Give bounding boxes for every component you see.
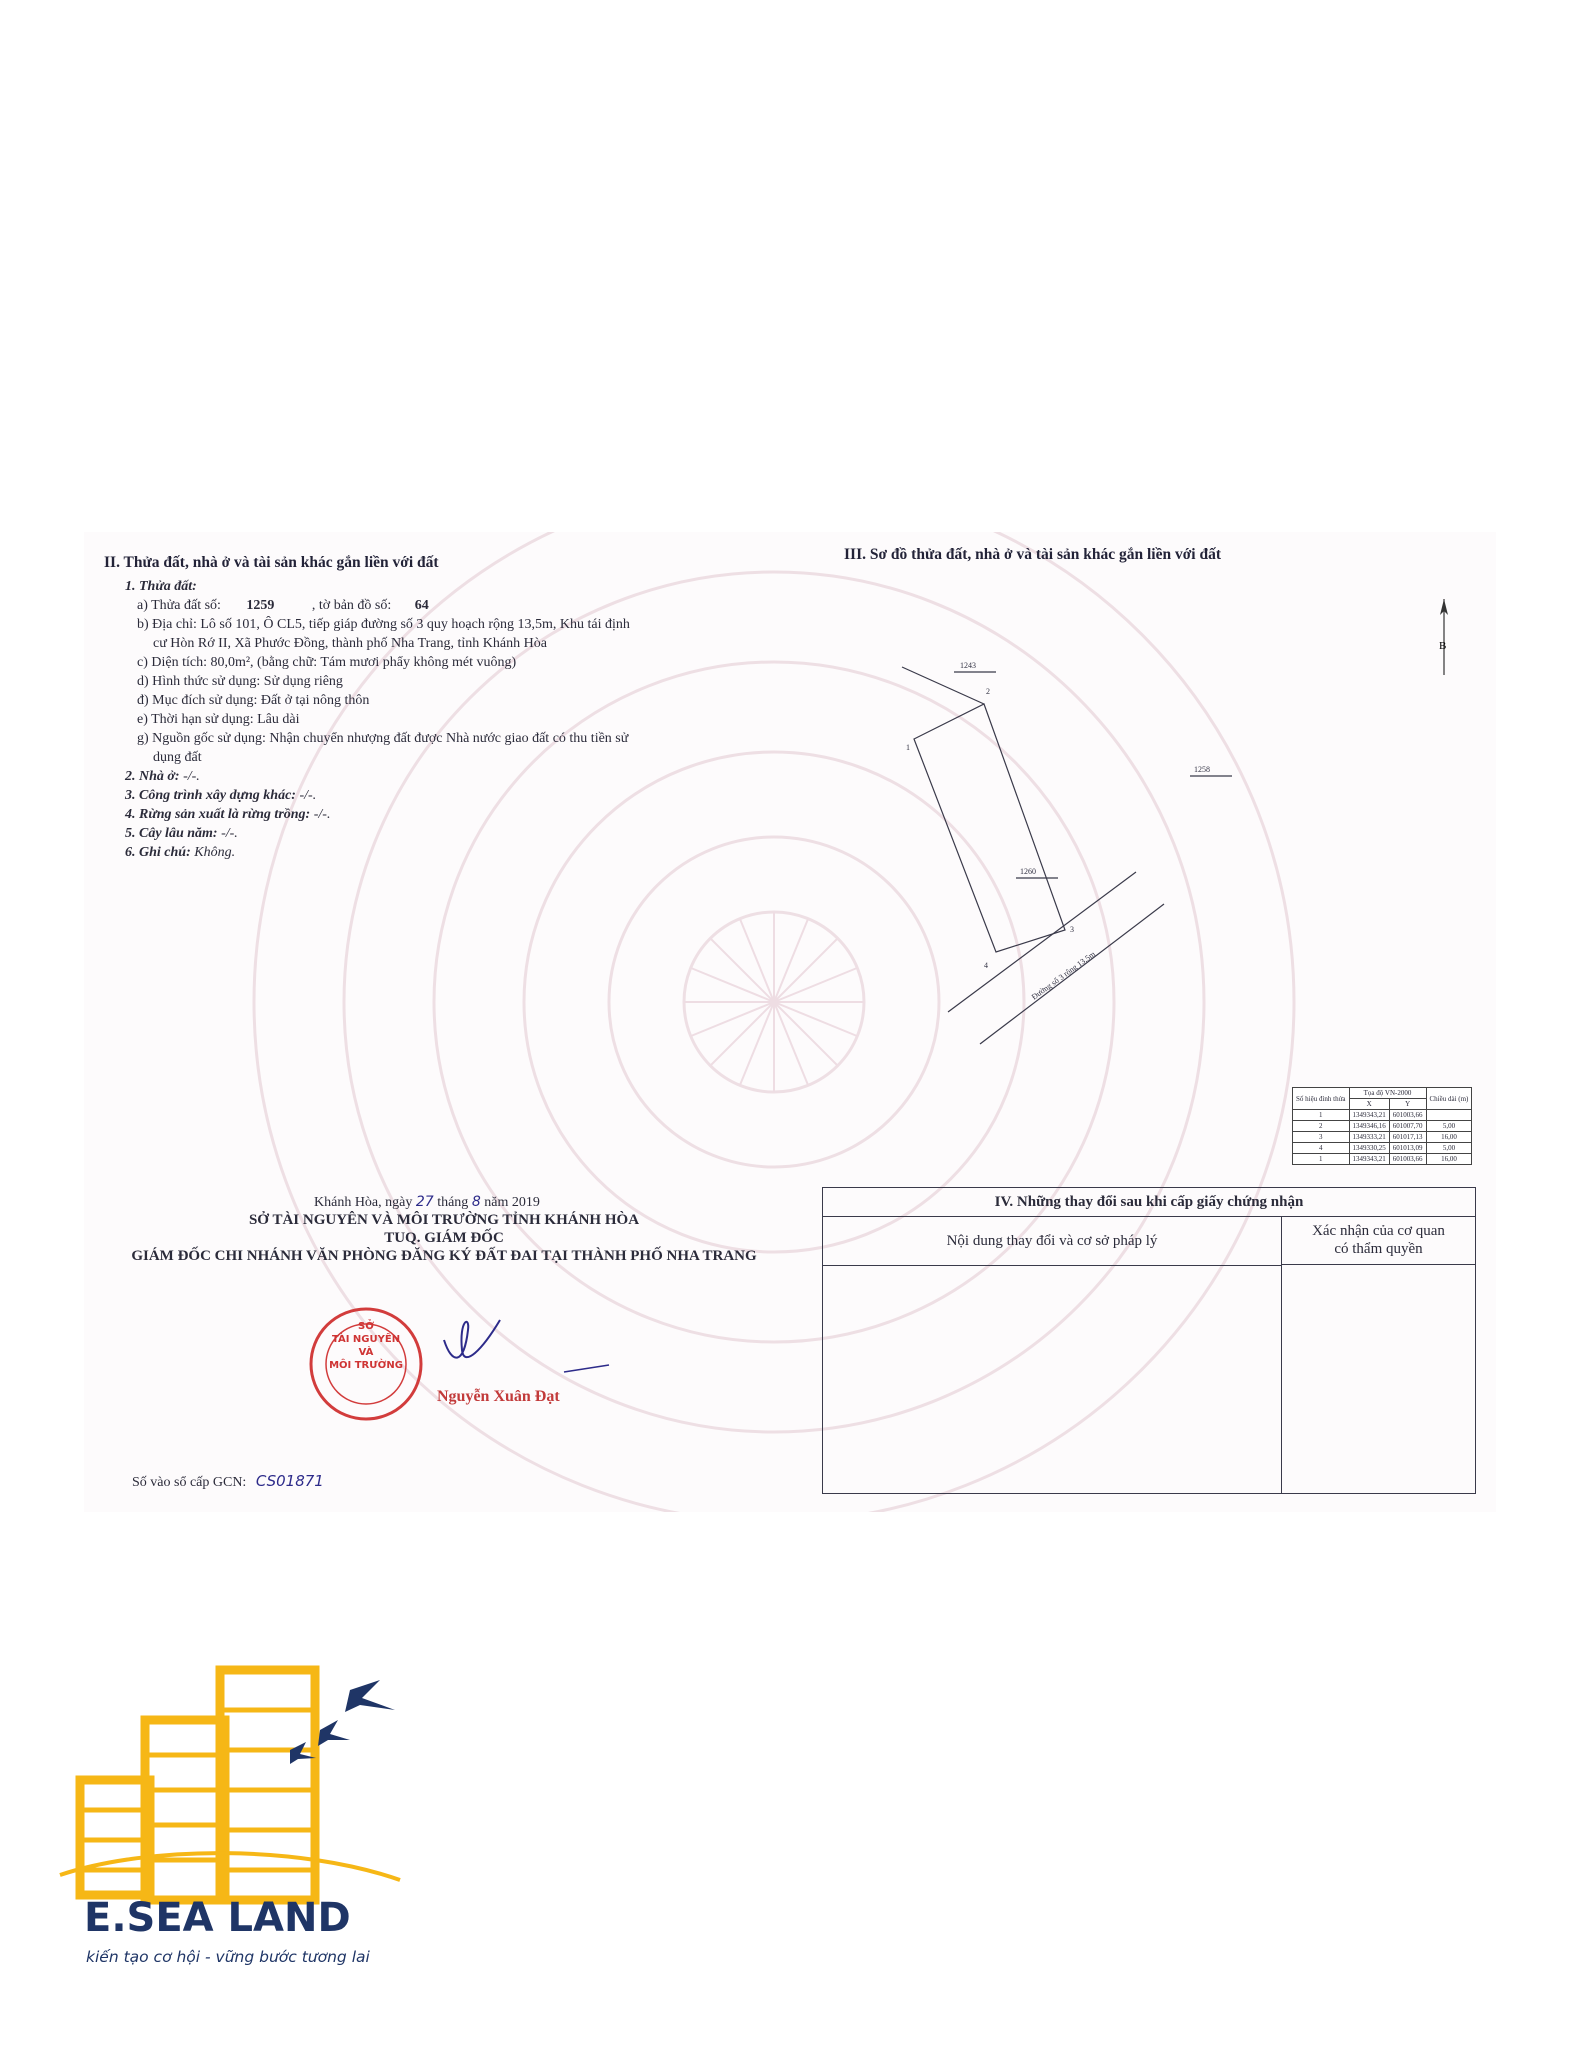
- authority-line-1: SỞ TÀI NGUYÊN VÀ MÔI TRƯỜNG TỈNH KHÁNH HÒA: [248, 1212, 640, 1228]
- gcn-registry: Số vào sổ cấp GCN: CS01871: [132, 1472, 324, 1490]
- handwritten-signature-icon: [434, 1310, 654, 1380]
- item-2: 2. Nhà ở: -/-.: [125, 769, 200, 784]
- address-line-2: cư Hòn Rớ II, Xã Phước Đồng, thành phố Nha Trang, tỉnh Khánh Hòa: [153, 636, 547, 651]
- north-label: B: [1439, 640, 1447, 652]
- usage-form-row: d) Hình thức sử dụng: Sử dụng riêng: [137, 674, 343, 689]
- brand-name: E.SEA LAND: [84, 1895, 351, 1941]
- address-line-1: b) Địa chỉ: Lô số 101, Ô CL5, tiếp giáp đường số 3 quy hoạch rộng 13,5m, Khu tái định: [137, 617, 630, 632]
- signer-name: Nguyễn Xuân Đạt: [437, 1388, 560, 1405]
- authority-line-2: TUQ. GIÁM ĐỐC: [384, 1230, 504, 1246]
- section-3-title: III. Sơ đồ thửa đất, nhà ở và tài sản khác gắn liền với đất: [844, 546, 1222, 563]
- road-label: Đường số 3 rộng 13,5m: [1029, 949, 1097, 1002]
- table-row: 1 1349343,21 601003,66 16,00: [1293, 1154, 1472, 1165]
- table-row: 2 1349346,16 601007,70 5,00: [1293, 1121, 1472, 1132]
- changes-column-confirm: Xác nhận của cơ quan có thẩm quyền: [1282, 1217, 1475, 1265]
- changes-column-content: Nội dung thay đổi và cơ sở pháp lý: [823, 1217, 1282, 1266]
- coordinate-table: [1292, 1087, 1472, 1165]
- point-1: 1: [906, 743, 910, 752]
- brand-slogan: kiến tạo cơ hội - vững bước tương lai: [86, 1948, 370, 1966]
- issue-year: 2019: [511, 1195, 540, 1210]
- section-2-title: II. Thửa đất, nhà ở và tài sản khác gắn liền với đất: [104, 554, 439, 571]
- point-4: 4: [984, 961, 988, 970]
- point-3: 3: [1070, 925, 1074, 934]
- origin-line-2: dụng đất: [153, 750, 202, 765]
- certificate-scan: [84, 532, 1496, 1512]
- table-header-y: Y: [1389, 1099, 1426, 1110]
- issue-date: Khánh Hòa, ngày 27 tháng 8 năm 2019: [314, 1194, 540, 1210]
- table-header-length: Chiều dài (m): [1426, 1088, 1472, 1110]
- seal-text: SỞ TÀI NGUYÊN VÀ MÔI TRƯỜNG: [329, 1321, 403, 1371]
- area-row: c) Diện tích: 80,0m², (bằng chữ: Tám mươi phẩy không mét vuông): [137, 655, 517, 670]
- table-row: 4 1349330,25 601013,09 5,00: [1293, 1143, 1472, 1154]
- signature-block: [84, 1194, 804, 1265]
- gcn-number: CS01871: [255, 1472, 324, 1490]
- neighbor-1258: 1258: [1194, 765, 1210, 774]
- neighbor-1260: 1260: [1020, 867, 1036, 876]
- issue-day: 27: [415, 1194, 434, 1210]
- table-row: 3 1349333,21 601017,13 16,00: [1293, 1132, 1472, 1143]
- point-2: 2: [986, 687, 990, 696]
- item-5: 5. Cây lâu năm: -/-.: [125, 826, 238, 841]
- table-header-point: Số hiệu đỉnh thửa: [1293, 1088, 1350, 1110]
- table-row: 1 1349343,21 601003,66: [1293, 1110, 1472, 1121]
- usage-term-row: e) Thời hạn sử dụng: Lâu dài: [137, 712, 300, 727]
- table-header-x: X: [1349, 1099, 1389, 1110]
- authority-line-3: GIÁM ĐỐC CHI NHÁNH VĂN PHÒNG ĐĂNG KÝ ĐẤT ĐAI TẠI THÀNH PHỐ NHA TRANG: [131, 1248, 757, 1264]
- item-3: 3. Công trình xây dựng khác: -/-.: [125, 788, 317, 803]
- map-sheet-number: 64: [414, 598, 429, 613]
- section-4-title: IV. Những thay đổi sau khi cấp giấy chứng nhận: [823, 1188, 1475, 1217]
- parcel-number-row: a) Thửa đất số: 1259 , tờ bản đồ số: 64: [137, 598, 429, 613]
- item-1-label: 1. Thửa đất:: [125, 579, 197, 594]
- neighbor-1243: 1243: [960, 661, 976, 670]
- parcel-outline: [914, 704, 1065, 952]
- origin-line-1: g) Nguồn gốc sử dụng: Nhận chuyển nhượng đất được Nhà nước giao đất có thu tiền sử: [137, 731, 629, 746]
- usage-purpose-row: đ) Mục đích sử dụng: Đất ở tại nông thôn: [137, 693, 370, 708]
- item-4: 4. Rừng sản xuất là rừng trồng: -/-.: [125, 807, 331, 822]
- parcel-number: 1259: [246, 598, 275, 613]
- issue-month: 8: [471, 1194, 481, 1210]
- changes-table: [822, 1187, 1476, 1494]
- item-6: 6. Ghi chú: Không.: [125, 845, 236, 860]
- table-header-coords: Tọa độ VN-2000: [1349, 1088, 1426, 1099]
- column-divider: [1281, 1265, 1282, 1493]
